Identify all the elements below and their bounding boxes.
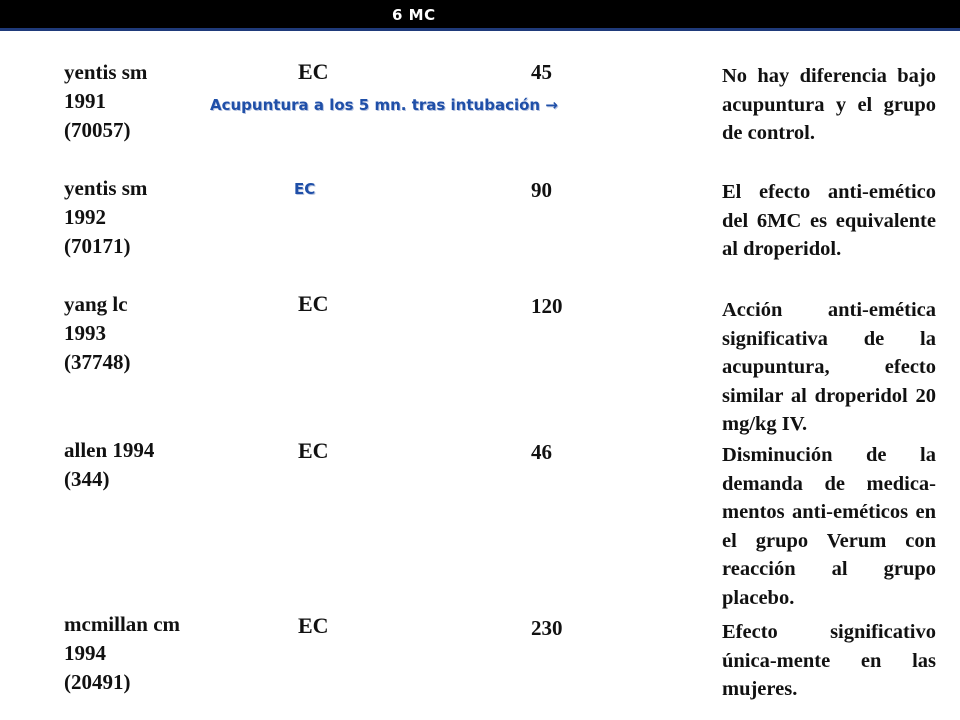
row-5-type: EC — [298, 613, 329, 638]
row-4-study-author: allen 1994 — [64, 438, 155, 462]
row-1-result: No hay diferencia bajo acupuntura y el grupo de control. — [722, 65, 936, 144]
row-1-study — [64, 58, 147, 145]
title-bar — [0, 0, 960, 31]
row-3-result: Acción anti-emética significativa de la acupuntura, efecto similar al droperidol 20 mg/kg IV. — [722, 299, 936, 435]
row-3-study — [64, 290, 131, 377]
row-5-study-id: (20491) — [64, 670, 131, 694]
row-3-study-id: (37748) — [64, 350, 131, 374]
row-4-n: 46 — [531, 440, 552, 464]
row-1-study-author: yentis sm — [64, 60, 148, 84]
row-1-n: 45 — [531, 60, 552, 84]
row-3-type: EC — [298, 291, 329, 316]
row-1-study-year: 1991 — [64, 89, 106, 113]
row-2-result: El efecto anti-emético del 6MC es equivalente al droperidol. — [722, 181, 936, 260]
row-2-study-year: 1992 — [64, 205, 106, 229]
slide-title: 6 MC — [392, 6, 436, 24]
row-4-type: EC — [298, 438, 329, 463]
row-4-study — [64, 436, 154, 494]
row-5-result: Efecto significativo única-mente en las mujeres. — [722, 621, 936, 700]
row-2-study-id: (70171) — [64, 234, 131, 258]
row-3-n: 120 — [531, 294, 563, 318]
row-4-result: Disminución de la demanda de medica-mentos anti-eméticos en el grupo Verum con reacción al grupo placebo. — [722, 444, 936, 609]
row-2-n: 90 — [531, 178, 552, 202]
title-bar-underline — [0, 28, 960, 31]
row-4-study-id: (344) — [64, 467, 110, 491]
row-5-study — [64, 610, 180, 697]
row-3-study-year: 1993 — [64, 321, 106, 345]
row-5-study-author: mcmillan cm — [64, 612, 181, 636]
row-2-study-author: yentis sm — [64, 176, 148, 200]
row-5-n: 230 — [531, 616, 563, 640]
row-1-study-id: (70057) — [64, 118, 131, 142]
row-5-study-year: 1994 — [64, 641, 106, 665]
row-2-study — [64, 174, 147, 261]
overlay-ec: EC — [294, 180, 316, 198]
overlay-note: Acupuntura a los 5 mn. tras intubación → — [210, 96, 558, 114]
row-3-study-author: yang lc — [64, 292, 128, 316]
row-1-type: EC — [298, 59, 329, 84]
